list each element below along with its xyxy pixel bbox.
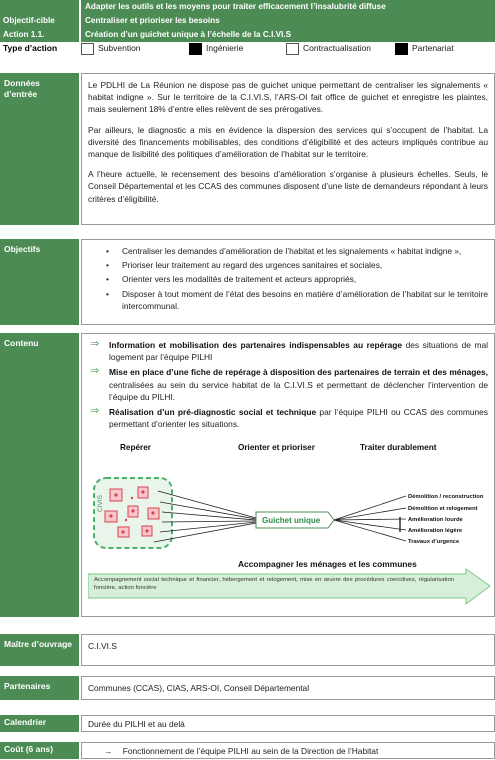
maitre-value: C.I.VI.S (81, 634, 495, 666)
objectif-item: • Prioriser leur traitement au regard des urgences sanitaires et sociales, (106, 259, 488, 271)
objectif-item: • Centraliser les demandes d’amélioration de l’habitat et les signalements « habitat indigne », (106, 245, 488, 257)
contenu-item (88, 366, 488, 403)
outcome-label: Démolition / reconstruction (408, 494, 484, 500)
type-action-bar (0, 42, 495, 56)
option-ingenierie-label: Ingénierie (206, 43, 244, 53)
type-action-label: Type d’action (3, 43, 58, 53)
diagram-svg (88, 456, 495, 636)
axis-title: Adapter les outils et les moyens pour traiter efficacement l’insalubrité diffuse (81, 0, 495, 14)
checkbox-partenariat[interactable] (395, 43, 408, 55)
contenu-item-bold: Réalisation d’un pré-diagnostic social et technique (109, 406, 317, 417)
outcome-label: Travaux d’urgence (408, 539, 460, 545)
contenu-item-rest: centralisées au sein du service habitat de la C.I.VI.S et permettant de déclencher l’intervention de l’équipe du PILHI. (109, 379, 488, 402)
option-contractualisation-label: Contractualisation (303, 43, 372, 53)
objectif-cible-value: Centraliser et prioriser les besoins (81, 14, 495, 28)
banner-text: Accompagnement social technique et financier, hébergement et relogement, mise en œuvre des procédures coercitives, régularisation foncière, action foncière (94, 577, 454, 591)
checkbox-subvention[interactable] (81, 43, 94, 55)
objectif-item: • Disposer à tout moment de l’état des besoins en matière d’amélioration de l’habitat sur le territoire intercommunal. (106, 288, 488, 312)
contenu-content (81, 333, 495, 617)
action-title: Création d’un guichet unique à l’échelle de la C.I.VI.S (81, 28, 495, 42)
contenu-item (88, 406, 488, 430)
checkbox-contractualisation[interactable] (286, 43, 299, 55)
header-row-2 (0, 14, 495, 28)
diverging-arrows (334, 496, 406, 541)
process-diagram (88, 442, 495, 642)
partenaires-value: Communes (CCAS), CIAS, ARS-OI, Conseil Départemental (81, 676, 495, 700)
header-row-1-left (0, 0, 79, 14)
partenaires-label: Partenaires (0, 676, 79, 700)
donnees-paragraph: Par ailleurs, le diagnostic a mis en évidence la dispersion des services qui s’occupent de l’habitat. La diversité des financements mobilisables, des conditions d’éligibilité et des acteurs impliqués contribue au manque de lisibilité des politiques d’amélioration de l’habitat sur le territoire. (88, 124, 488, 159)
guichet-unique-label: Guichet unique (262, 516, 321, 525)
maitre-label: Maître d’ouvrage (0, 634, 79, 666)
cout-label: Coût (6 ans) (0, 742, 79, 759)
donnees-paragraph: A l’heure actuelle, le recensement des besoins d’amélioration s’organise à plusieurs échelles. Seuls, le Conseil Départemental et les CCAS des communes disposent d’une liste de demandeurs répondant à leurs critères d’éligibilité. (88, 169, 488, 204)
contenu-label: Contenu (0, 333, 79, 617)
checkbox-ingenierie[interactable] (189, 43, 202, 55)
right-arrow-icon: → (104, 746, 113, 756)
header-row-3 (0, 28, 495, 42)
outcome-label: Amélioration légère (408, 528, 463, 534)
banner-title: Accompagner les ménages et les communes (238, 559, 417, 569)
option-partenariat-label: Partenariat (412, 43, 454, 53)
cout-content (81, 742, 495, 759)
calendrier-value: Durée du PILHI et au delà (81, 715, 495, 732)
double-arrow-icon: ⇒ (90, 338, 100, 350)
outcome-label: Amélioration lourde (408, 517, 463, 523)
col-orienter: Orienter et prioriser (238, 443, 315, 452)
contenu-item-bold: Mise en place d’une fiche de repérage à disposition des partenaires de terrain et des ménages, (109, 367, 488, 378)
donnees-paragraph: Le PDLHI de La Réunion ne dispose pas de guichet unique permettant de centraliser les signalements « habitat indigne ». Sur le territoire de la C.I.VI.S, l’ARS-OI fait office de guichet et enregistre les plaintes, mais seulement 18% d’entre elles relèvent de ses prérogatives. (88, 80, 488, 115)
double-arrow-icon: ⇒ (90, 404, 100, 417)
contenu-item-rest: par l’équipe PILHI ou CCAS des communes permettant d’orienter les situations. (109, 406, 488, 430)
objectif-item: • Orienter vers les modalités de traitement et acteurs appropriés, (106, 273, 488, 285)
objectifs-label: Objectifs (0, 239, 79, 325)
objectifs-content (81, 239, 495, 325)
action-number: Action 1.1. (0, 28, 79, 42)
col-reperer: Repérer (120, 443, 151, 452)
donnees-label: Données d’entrée (0, 73, 79, 225)
double-arrow-icon: ⇒ (90, 365, 100, 378)
civis-label: CIVIS (97, 495, 104, 512)
calendrier-label: Calendrier (0, 715, 79, 732)
outcome-label: Démolition et relogement (408, 506, 478, 512)
contenu-item (88, 339, 488, 363)
donnees-content (81, 73, 495, 225)
objectif-cible-label: Objectif-cible (0, 14, 79, 28)
contenu-item-bold: Information et mobilisation des partenaires indispensables au repérage (109, 340, 403, 350)
option-subvention-label: Subvention (98, 43, 141, 53)
contenu-item-rest: des situations de mal logement par l’équipe PILHI (109, 340, 488, 363)
cout-value: Fonctionnement de l’équipe PILHI au sein de la Direction de l’Habitat (122, 746, 379, 756)
col-traiter: Traiter durablement (360, 443, 437, 452)
header-row-1 (0, 0, 495, 14)
